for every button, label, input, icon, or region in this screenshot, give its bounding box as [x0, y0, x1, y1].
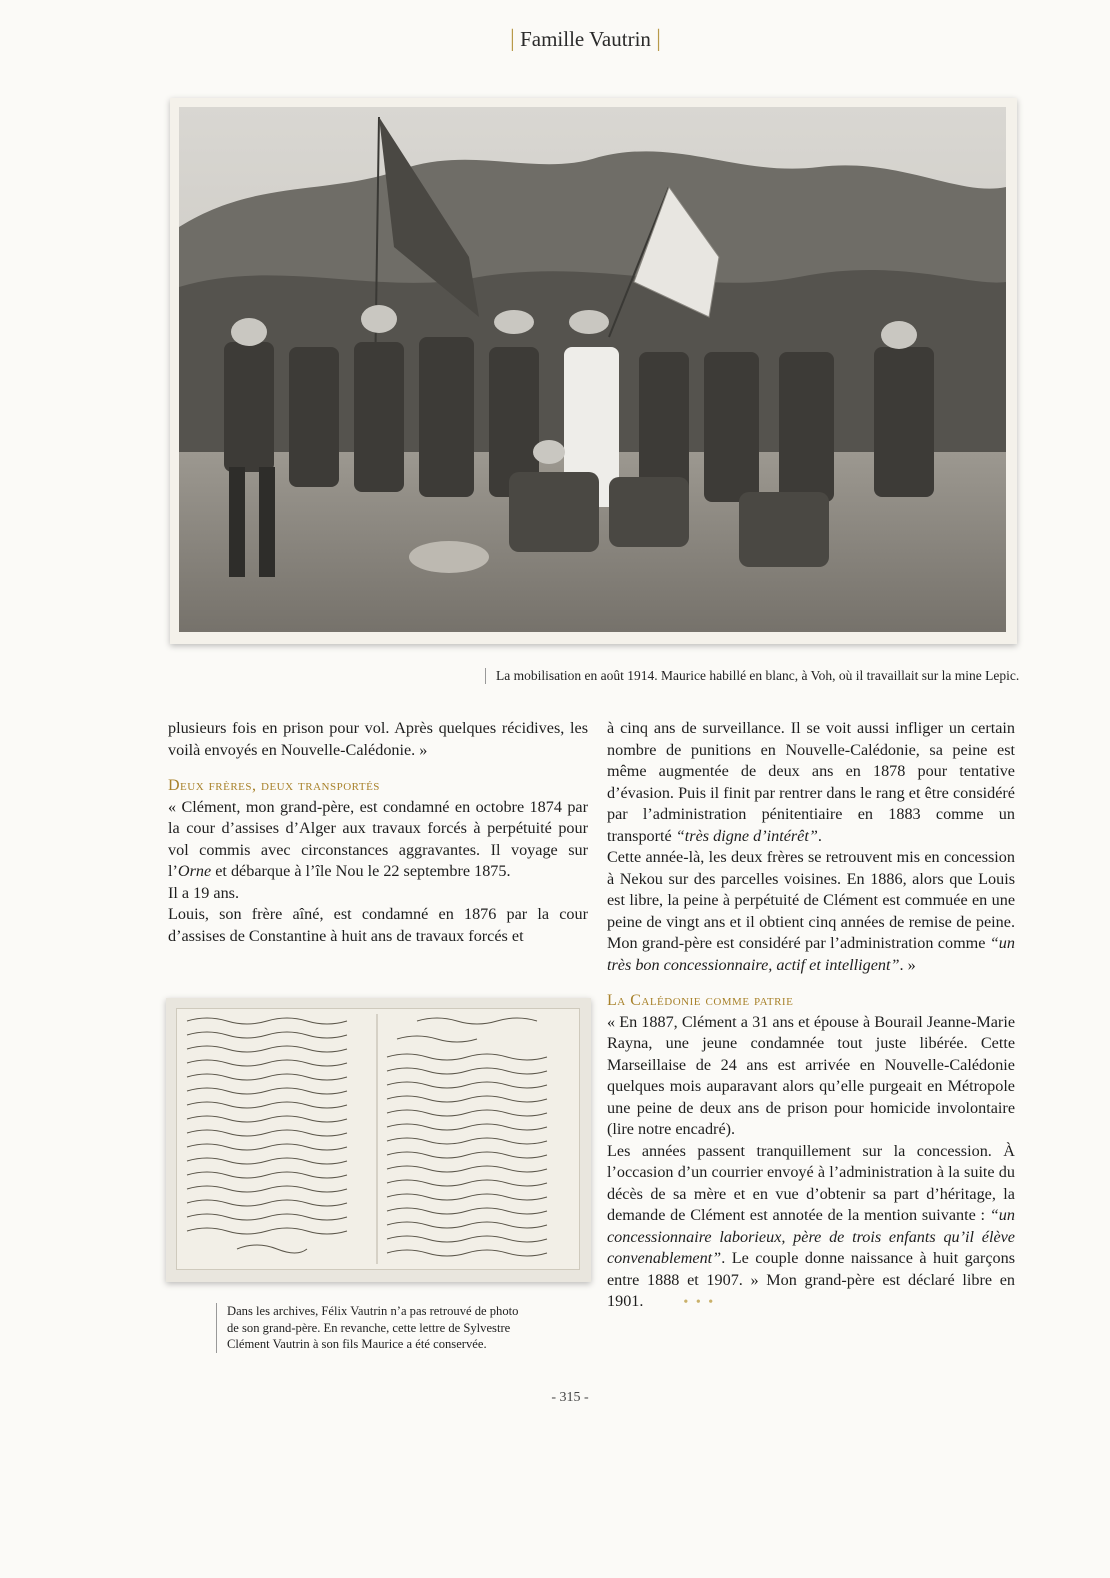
surveillance-text: à cinq ans de surveillance. Il se voit aussi infliger un certain nombre de punitions en Nouvelle-Calédonie, sa peine est même augmentée de deux ans en 1878 pour tentative d’évasion. Puis il finit par rentrer dans le rang et être considéré par l’administration pénitentiaire en 1883 comme un transporté: [607, 719, 1015, 845]
running-header: [510, 26, 680, 53]
years-quote: “un concessionnaire laborieux, père de trois enfants qu’il élève convenablement”: [607, 1206, 1015, 1267]
section-title-deux-freres: Deux frères, deux transportés: [168, 777, 380, 794]
page-number: - 315 -: [551, 1390, 589, 1405]
letter-caption: Dans les archives, Félix Vautrin n’a pas retrouvé de photo de son grand-père. En revanche, cette lettre de Sylvestre Clément Vautrin à son fils Maurice a été conservée.: [216, 1303, 527, 1353]
louis-paragraph: Louis, son frère aîné, est condamné en 1876 par la cour d’assises de Constantine à huit ans de travaux forcés et: [168, 905, 588, 945]
photo-caption: La mobilisation en août 1914. Maurice habillé en blanc, à Voh, où il travaillait sur la mine Lepic.: [485, 668, 1026, 684]
ship-name: Orne: [177, 862, 212, 880]
handwritten-letter-image: [176, 1008, 580, 1270]
letter-frame: [166, 998, 591, 1282]
mobilisation-photo: [179, 107, 1006, 632]
clement-text-end: et débarque à l’île Nou le 22 septembre 1875.: [211, 862, 511, 880]
clement-age: Il a 19 ans.: [168, 883, 240, 902]
years-end: . Le couple donne naissance à huit garçons entre 1888 et 1907. » Mon grand-père est déclaré libre en 1901.: [607, 1249, 1015, 1310]
years-paragraph: [607, 1141, 1015, 1314]
years-text: Les années passent tranquillement sur la concession. À l’occasion d’un courrier envoyé à l’administration à la suite du décès de sa mère et en vue d’obtenir sa part d’héritage, la demande de Clément est annotée de la mention suivante :: [607, 1141, 1015, 1224]
header-bar-right: |: [656, 26, 661, 52]
concession-quote: “un très bon concessionnaire, actif et intelligent”: [607, 934, 1015, 974]
clement-paragraph: [168, 797, 588, 883]
concession-end: . »: [899, 955, 916, 974]
header-bar-left: |: [510, 26, 515, 52]
clement-text-start: « Clément, mon grand-père, est condamné en octobre 1874 par la cour d’assises d’Alger aux travaux forcés à perpétuité pour vol commis avec circonstances aggravantes. Il voyage sur l’: [168, 797, 588, 880]
continuation-dots: • • •: [683, 1295, 716, 1310]
right-column: [607, 718, 1015, 1314]
concession-paragraph: [607, 847, 1015, 976]
left-column: [168, 718, 588, 947]
concession-text: Cette année-là, les deux frères se retrouvent mis en concession à Nekou sur des parcelles voisines. En 1886, alors que Louis est libre, la peine à perpétuité de Clément est commuée en une peine de vingt ans et il obtient cinq années de remise de peine. Mon grand-père est considéré par l’administration comme: [607, 848, 1015, 952]
photo-frame: [170, 98, 1017, 644]
section-title-caledonie: La Calédonie comme patrie: [607, 992, 794, 1009]
surveillance-paragraph: [607, 718, 1015, 847]
marriage-paragraph: « En 1887, Clément a 31 ans et épouse à Bourail Jeanne-Marie Rayna, une jeune condamnée tout juste libérée. Cette Marseillaise de 24 ans est arrivée en Nouvelle-Calédonie quelques mois auparavant alors qu’elle purgeait en Métropole une peine de deux ans de prison pour homicide involontaire (lire notre encadré).: [607, 1012, 1015, 1138]
surveillance-quote: “très digne d’intérêt”: [675, 826, 818, 845]
surveillance-end: .: [817, 826, 822, 845]
left-intro-paragraph: plusieurs fois en prison pour vol. Après quelques récidives, les voilà envoyés en Nouvelle-Calédonie. »: [168, 719, 588, 759]
header-title: Famille Vautrin: [520, 27, 651, 51]
